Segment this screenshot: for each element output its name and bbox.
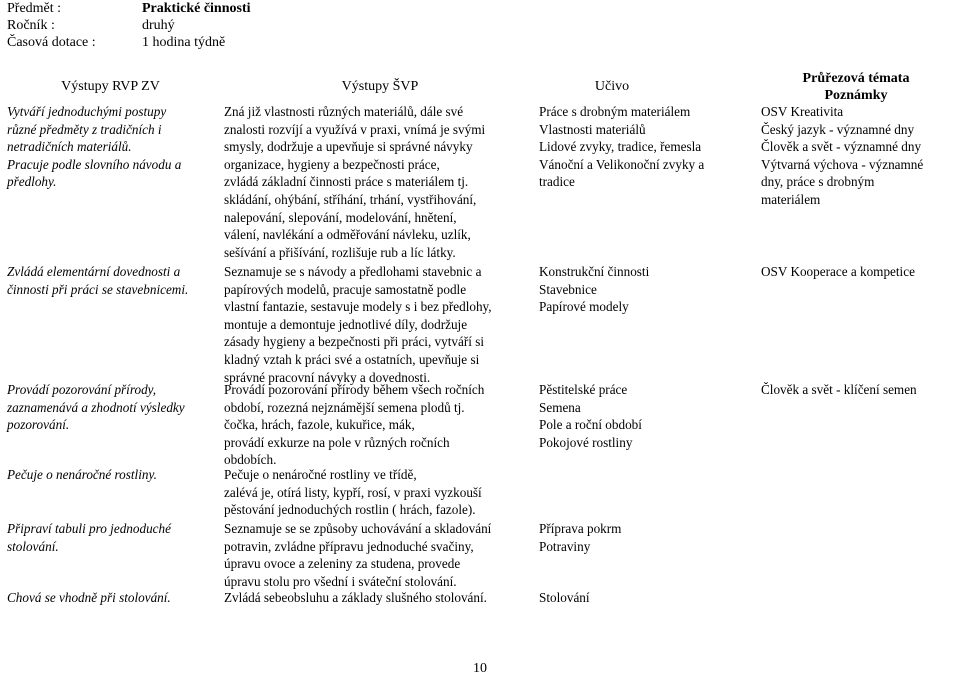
ucivo-line: Lidové zvyky, tradice, řemesla (539, 139, 702, 155)
svp-line: vlastní fantazie, sestavuje modely s i bez předlohy, (224, 299, 492, 315)
time-label: Časová dotace : (7, 35, 96, 50)
svp-line: zásady hygieny a bezpečnosti při práci, vytváří si (224, 334, 484, 350)
ucivo-line: Práce s drobným materiálem (539, 104, 691, 119)
ucivo-line: tradice (539, 174, 575, 190)
row-2-svp-cell (224, 263, 536, 386)
ucivo-line: Konstrukční činnosti (539, 264, 650, 279)
subject-value: Praktické činnosti (142, 1, 251, 16)
svp-line: úpravu ovoce a zeleniny za studena, provede (224, 556, 461, 572)
ucivo-line: Příprava pokrm (539, 521, 622, 536)
column-heading-rvp: Výstupy RVP ZV (61, 79, 160, 94)
prurez-line: dny, práce s drobným (761, 174, 875, 190)
row-6-rvp-cell (7, 589, 221, 607)
ucivo-line: Pole a roční období (539, 417, 642, 433)
svp-line: zvládá základní činnosti práce s materiálem tj. (224, 174, 469, 190)
time-row (7, 34, 251, 51)
row-4-svp-cell (224, 466, 536, 519)
svp-line: úpravu stolu pro všední i sváteční stolování. (224, 573, 457, 589)
svp-line: smysly, dodržuje a upevňuje si správné návyky (224, 139, 473, 155)
svp-line: montuje a demontuje jednotlivé díly, dodržuje (224, 316, 468, 332)
rvp-line: Zvládá elementární dovednosti a (7, 264, 181, 279)
svp-line: Zvládá sebeobsluhu a základy slušného stolování. (224, 590, 487, 605)
rvp-line: netradičních materiálů. (7, 139, 132, 155)
rvp-line: činnosti při práci se stavebnicemi. (7, 281, 189, 297)
row-2-ucivo-cell (539, 263, 745, 316)
year-value: druhý (142, 18, 175, 33)
row-1-ucivo-cell (539, 103, 745, 191)
rvp-line: stolování. (7, 538, 59, 554)
row-4-rvp-cell (7, 466, 221, 484)
subject-row (7, 0, 251, 17)
prurez-line: OSV Kreativita (761, 104, 844, 119)
svp-line: Seznamuje se se způsoby uchovávání a skladování (224, 521, 492, 536)
svp-line: papírových modelů, pracuje samostatně podle (224, 281, 467, 297)
ucivo-line: Stolování (539, 590, 590, 605)
prurez-line: OSV Kooperace a kompetice (761, 264, 915, 279)
year-label: Ročník : (7, 18, 55, 33)
rvp-line: předlohy. (7, 174, 57, 190)
prurezova-temata-label: Průřezová témata (802, 71, 910, 86)
row-5-rvp-cell (7, 520, 221, 555)
prurez-line: Český jazyk - významné dny (761, 121, 915, 137)
svp-line: Seznamuje se s návody a předlohami stavebnic a (224, 264, 482, 279)
row-2-rvp-cell (7, 263, 221, 298)
row-3-svp-cell (224, 381, 536, 469)
document-header (7, 0, 251, 51)
column-heading-prurez (752, 70, 960, 104)
column-heading-svp: Výstupy ŠVP (341, 79, 419, 94)
prurez-line: Výtvarná výchova - významné (761, 156, 924, 172)
time-value: 1 hodina týdně (142, 35, 226, 50)
row-5-svp-cell (224, 520, 536, 590)
svp-line: znalosti rozvíjí a využívá v praxi, vnímá je svými (224, 121, 486, 137)
ucivo-line: Pokojové rostliny (539, 434, 633, 450)
rvp-line: Připraví tabuli pro jednoduché (7, 521, 171, 536)
svp-line: obdobích. (224, 452, 277, 468)
rvp-line: zaznamenává a zhodnotí výsledky (7, 399, 185, 415)
svp-line: Provádí pozorování přírody během všech ročních (224, 382, 485, 397)
svp-line: provádí exkurze na pole v různých ročních (224, 434, 450, 450)
page-number: 10 (473, 661, 487, 676)
row-3-ucivo-cell (539, 381, 745, 451)
svp-line: správné pracovní návyky a dovednosti. (224, 369, 431, 385)
svp-line: sešívání a přišívání, rozlišuje rub a líc látky. (224, 244, 456, 260)
row-1-svp-cell (224, 103, 536, 261)
ucivo-line: Potraviny (539, 538, 591, 554)
row-6-ucivo-cell (539, 589, 745, 607)
ucivo-line: Pěstitelské práce (539, 382, 628, 397)
row-3-rvp-cell (7, 381, 221, 434)
row-2-prurez-cell (761, 263, 960, 281)
year-row (7, 17, 251, 34)
rvp-line: Pracuje podle slovního návodu a (7, 156, 182, 172)
svp-line: období, rozezná nejznámější semena plodů tj. (224, 399, 465, 415)
svp-line: čočka, hrách, fazole, kukuřice, mák, (224, 417, 415, 433)
svp-line: Zná již vlastnosti různých materiálů, dále své (224, 104, 464, 119)
svp-line: zalévá je, otírá listy, kypří, rosí, v praxi vyzkouší (224, 484, 482, 500)
svp-line: kladný vztah k práci své a ostatních, upevňuje si (224, 351, 480, 367)
prurez-line: Člověk a svět - klíčení semen (761, 382, 917, 397)
svp-line: pěstování jednoduchých rostlin ( hrách, fazole). (224, 502, 476, 518)
rvp-line: různé předměty z tradičních i (7, 121, 162, 137)
rvp-line: Pečuje o nenáročné rostliny. (7, 467, 157, 482)
row-6-svp-cell (224, 589, 536, 607)
prurez-line: materiálem (761, 191, 821, 207)
ucivo-line: Papírové modely (539, 299, 629, 315)
row-3-prurez-cell (761, 381, 960, 399)
ucivo-line: Vánoční a Velikonoční zvyky a (539, 156, 705, 172)
svp-line: skládání, ohýbání, stříhání, trhání, vystřihování, (224, 191, 477, 207)
svp-line: nalepování, slepování, modelování, hnětení, (224, 209, 457, 225)
row-1-rvp-cell (7, 103, 221, 191)
column-heading-ucivo: Učivo (594, 79, 630, 94)
rvp-line: Chová se vhodně při stolování. (7, 590, 171, 605)
rvp-line: Provádí pozorování přírody, (7, 382, 157, 397)
svp-line: organizace, hygieny a bezpečnosti práce, (224, 156, 440, 172)
rvp-line: Vytváří jednoduchými postupy (7, 104, 167, 119)
svp-line: potravin, zvládne přípravu jednoduché svačiny, (224, 538, 474, 554)
ucivo-line: Vlastnosti materiálů (539, 121, 646, 137)
subject-label: Předmět : (7, 1, 62, 16)
svp-line: válení, navlékání a odměřování návleku, uzlík, (224, 227, 471, 243)
prurez-line: Člověk a svět - významné dny (761, 139, 922, 155)
row-1-prurez-cell (761, 103, 960, 209)
svp-line: Pečuje o nenáročné rostliny ve třídě, (224, 467, 417, 482)
ucivo-line: Semena (539, 399, 581, 415)
poznamky-label: Poznámky (824, 88, 888, 103)
rvp-line: pozorování. (7, 417, 70, 433)
ucivo-line: Stavebnice (539, 281, 597, 297)
row-5-ucivo-cell (539, 520, 745, 555)
